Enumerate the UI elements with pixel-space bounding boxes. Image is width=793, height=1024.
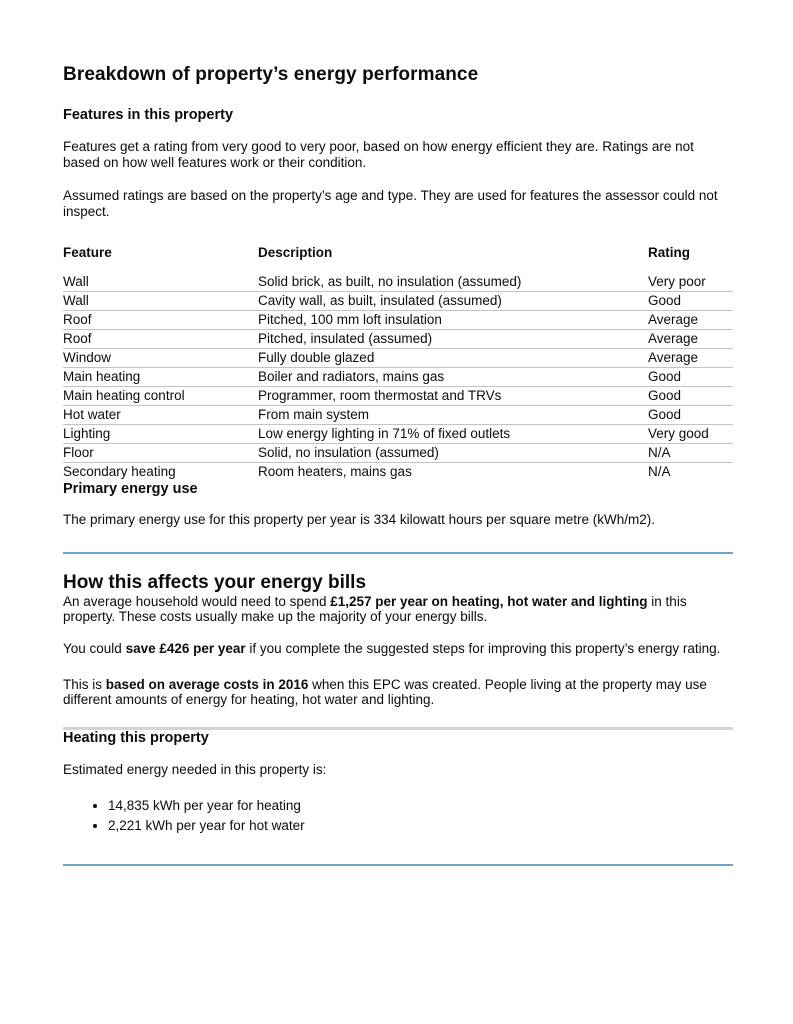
- feature-cell: Main heating control: [63, 386, 258, 405]
- rating-cell: Good: [648, 386, 733, 405]
- description-cell: Cavity wall, as built, insulated (assumed): [258, 291, 648, 310]
- feature-cell: Floor: [63, 443, 258, 462]
- rating-cell: Good: [648, 367, 733, 386]
- bills-p2-suffix: if you complete the suggested steps for improving this property’s energy rating.: [245, 640, 721, 656]
- column-header-feature: Feature: [63, 244, 112, 260]
- description-cell: From main system: [258, 405, 648, 424]
- heating-heading: Heating this property: [63, 730, 209, 747]
- bills-heading: How this affects your energy bills: [63, 571, 367, 593]
- features-table: [63, 245, 733, 481]
- description-cell: Fully double glazed: [258, 348, 648, 367]
- energy-need-item: • 2,221 kWh per year for hot water: [108, 816, 733, 836]
- bills-paragraph-1: [63, 594, 733, 625]
- features-paragraph-2: Assumed ratings are based on the property’s age and type. They are used for features the assessor could not inspect.: [63, 188, 718, 220]
- table-row: [63, 291, 733, 310]
- description-cell: Low energy lighting in 71% of fixed outlets: [258, 424, 648, 443]
- feature-cell: Window: [63, 348, 258, 367]
- rating-cell: N/A: [648, 462, 733, 481]
- feature-cell: Wall: [63, 291, 258, 310]
- energy-needs-list: [63, 796, 733, 836]
- description-cell: Pitched, insulated (assumed): [258, 329, 648, 348]
- heating-intro: Estimated energy needed in this property is:: [63, 762, 327, 778]
- feature-cell: Hot water: [63, 405, 258, 424]
- description-cell: Solid, no insulation (assumed): [258, 443, 648, 462]
- table-row: [63, 310, 733, 329]
- rating-cell: Very good: [648, 424, 733, 443]
- bills-p3-bold: based on average costs in 2016: [105, 676, 309, 692]
- description-cell: Pitched, 100 mm loft insulation: [258, 310, 648, 329]
- table-header-row: [63, 245, 733, 273]
- bills-p1-bold: £1,257 per year on heating, hot water and lighting: [330, 593, 648, 609]
- feature-cell: Secondary heating: [63, 462, 258, 481]
- page-title: Breakdown of property’s energy performance: [63, 64, 479, 85]
- table-row: [63, 405, 733, 424]
- rating-cell: Average: [648, 329, 733, 348]
- description-cell: Programmer, room thermostat and TRVs: [258, 386, 648, 405]
- feature-cell: Roof: [63, 329, 258, 348]
- bills-p2-bold: save £426 per year: [125, 640, 246, 656]
- table-row: [63, 273, 733, 292]
- primary-energy-heading: Primary energy use: [63, 480, 198, 497]
- feature-cell: Lighting: [63, 424, 258, 443]
- primary-energy-text: The primary energy use for this property per year is 334 kilowatt hours per square metre (kWh/m2).: [63, 511, 655, 527]
- features-heading: Features in this property: [63, 107, 234, 123]
- table-row: [63, 424, 733, 443]
- table-row: [63, 386, 733, 405]
- rating-cell: Average: [648, 310, 733, 329]
- bills-p3-prefix: This is: [63, 676, 106, 692]
- bottom-spacer: [63, 866, 733, 894]
- rating-cell: Average: [648, 348, 733, 367]
- rating-cell: Good: [648, 405, 733, 424]
- table-row: [63, 367, 733, 386]
- column-header-description: Description: [258, 244, 333, 260]
- rating-cell: Good: [648, 291, 733, 310]
- section-divider-blue: [63, 552, 733, 554]
- table-row: [63, 348, 733, 367]
- table-row: [63, 329, 733, 348]
- bills-p1-prefix: An average household would need to spend: [63, 593, 331, 609]
- rating-cell: N/A: [648, 443, 733, 462]
- description-cell: Room heaters, mains gas: [258, 462, 648, 481]
- description-cell: Boiler and radiators, mains gas: [258, 367, 648, 386]
- energy-need-item: • 14,835 kWh per year for heating: [108, 796, 733, 816]
- features-paragraph-1: Features get a rating from very good to very poor, based on how energy efficient they are. Ratings are not based on how well features work or their condition.: [63, 139, 694, 170]
- bills-p1-suffix: in this property. These costs usually make up the majority of your energy bills.: [63, 593, 687, 625]
- feature-cell: Wall: [63, 273, 89, 289]
- bills-paragraph-3: [63, 677, 733, 708]
- table-row: [63, 443, 733, 462]
- rating-cell: Very poor: [648, 273, 706, 289]
- bills-p2-prefix: You could: [63, 640, 126, 656]
- description-cell: Solid brick, as built, no insulation (assumed): [258, 273, 522, 289]
- feature-cell: Main heating: [63, 367, 258, 386]
- bills-paragraph-2: [63, 641, 733, 657]
- table-row: [63, 462, 733, 481]
- column-header-rating: Rating: [648, 244, 690, 260]
- feature-cell: Roof: [63, 310, 258, 329]
- bills-p3-suffix: when this EPC was created. People living at the property may use different amounts of energy for heating, hot water and lighting.: [63, 676, 707, 708]
